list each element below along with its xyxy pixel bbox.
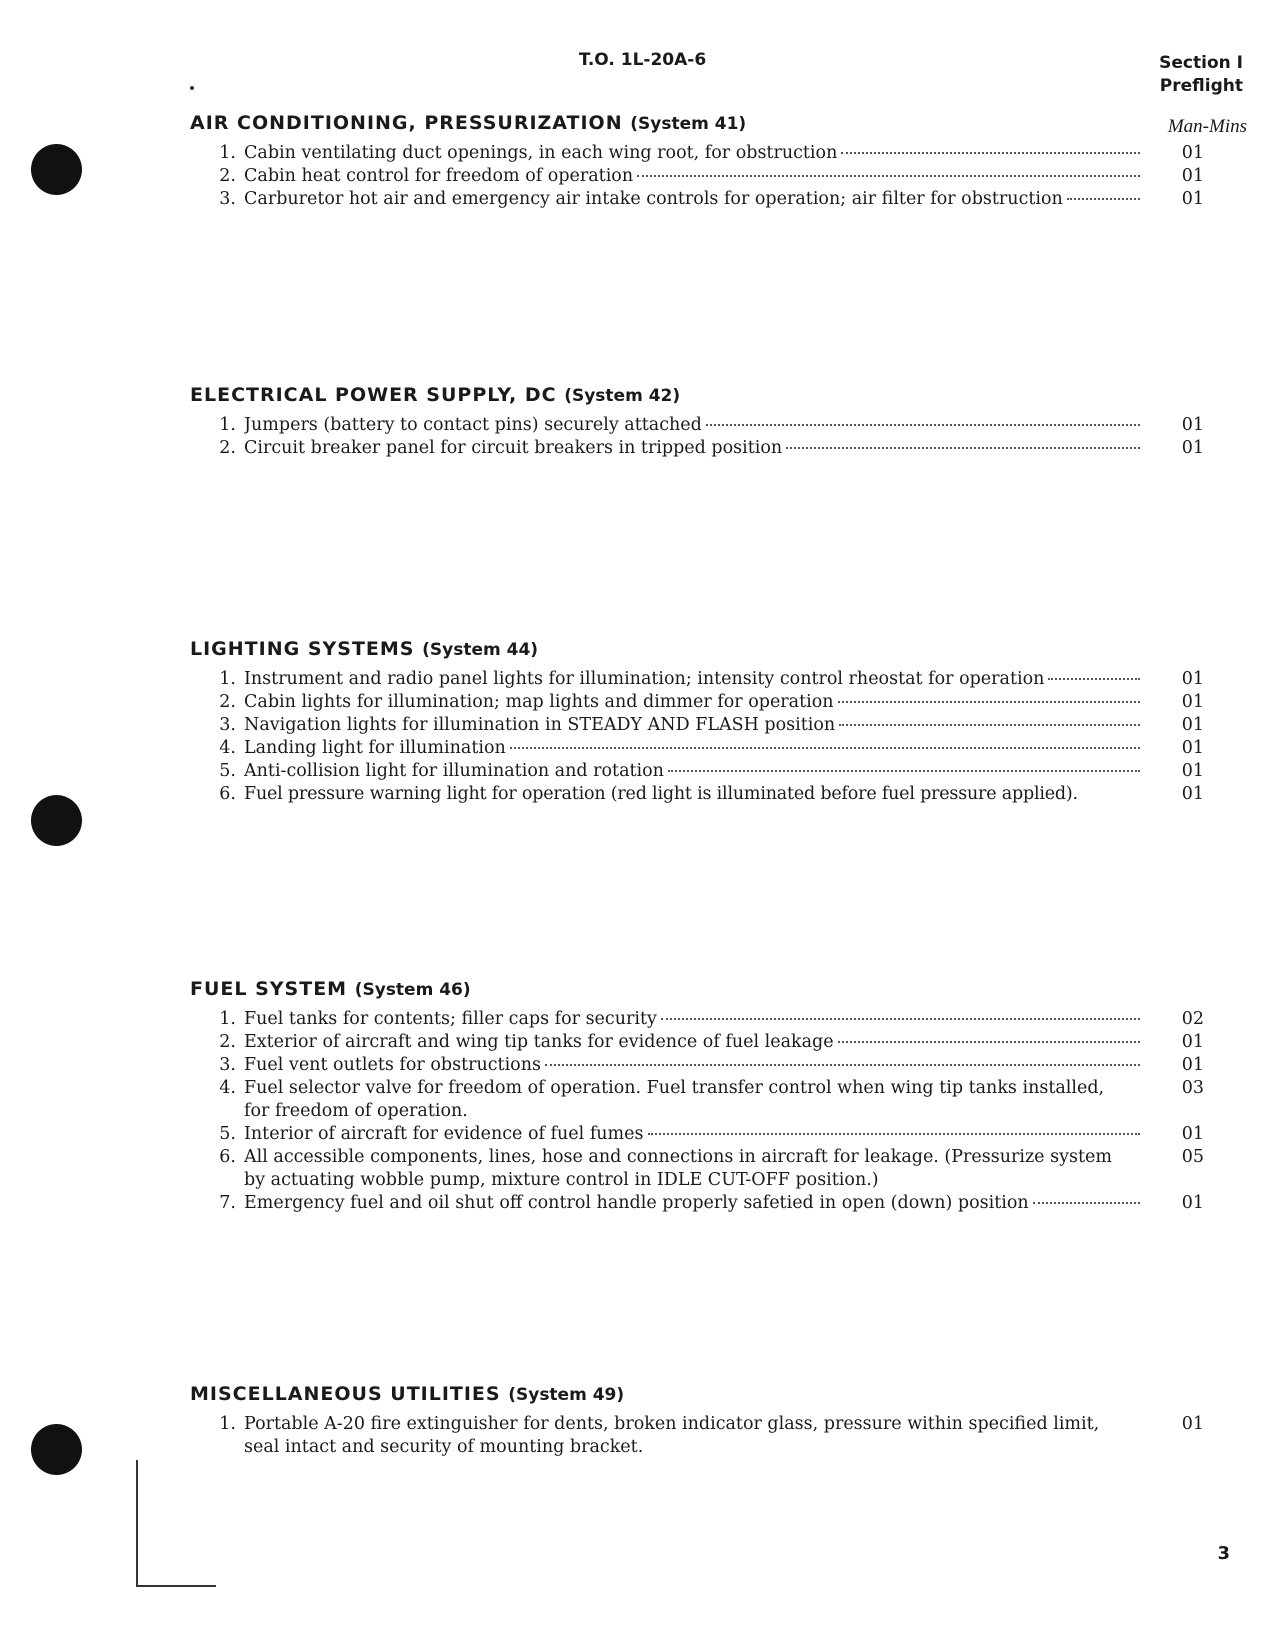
page-number: 3 xyxy=(1217,1543,1230,1564)
item-text: Landing light for illumination xyxy=(244,738,506,758)
section-title-text: FUEL SYSTEM xyxy=(190,978,348,1000)
item-text: Fuel selector valve for freedom of operation. Fuel transfer control when wing tip tanks installed, for freedom of operation. xyxy=(244,1078,1105,1121)
man-mins-value: 01 xyxy=(1181,692,1204,712)
checklist-item xyxy=(190,691,1210,714)
man-mins-column-header: Man-Mins xyxy=(1167,116,1247,137)
section-title xyxy=(190,978,1210,1000)
checklist xyxy=(190,1008,1210,1215)
checklist-item xyxy=(190,414,1210,437)
checklist-item xyxy=(190,737,1210,760)
checklist-item xyxy=(190,142,1210,165)
section-electrical-power xyxy=(190,384,1210,460)
man-mins-value: 02 xyxy=(1181,1009,1204,1029)
section-title-text: ELECTRICAL POWER SUPPLY, DC xyxy=(190,384,557,406)
section-title-text: MISCELLANEOUS UTILITIES xyxy=(190,1383,501,1405)
item-text: Jumpers (battery to contact pins) securely attached xyxy=(244,415,702,435)
dot-leader xyxy=(1067,198,1140,200)
margin-rule-horizontal xyxy=(136,1585,216,1587)
item-number: 4. xyxy=(219,1078,236,1098)
dot-leader xyxy=(1048,678,1140,680)
man-mins-value: 01 xyxy=(1181,761,1204,781)
binder-hole xyxy=(31,144,82,195)
checklist-item xyxy=(190,714,1210,737)
item-number: 4. xyxy=(219,738,236,758)
man-mins-value: 01 xyxy=(1181,669,1204,689)
binder-hole xyxy=(31,1424,82,1475)
item-text: Fuel pressure warning light for operation (red light is illuminated before fuel pressure applied). xyxy=(244,784,1078,804)
item-text: Carburetor hot air and emergency air intake controls for operation; air filter for obstruction xyxy=(244,189,1063,209)
dot-leader xyxy=(648,1133,1141,1135)
item-text: Anti-collision light for illumination and rotation xyxy=(244,761,664,781)
checklist-item xyxy=(190,188,1210,211)
man-mins-value: 01 xyxy=(1181,1032,1204,1052)
dot-leader xyxy=(838,701,1140,703)
item-number: 6. xyxy=(219,784,236,804)
item-text: Exterior of aircraft and wing tip tanks for evidence of fuel leakage xyxy=(244,1032,834,1052)
section-fuel-system xyxy=(190,978,1210,1215)
dot-leader xyxy=(841,152,1140,154)
section-title-text: AIR CONDITIONING, PRESSURIZATION xyxy=(190,112,623,134)
item-number: 3. xyxy=(219,1055,236,1075)
item-number: 3. xyxy=(219,715,236,735)
item-number: 5. xyxy=(219,1124,236,1144)
dot-leader xyxy=(637,175,1140,177)
checklist-item xyxy=(190,760,1210,783)
man-mins-value: 03 xyxy=(1181,1078,1204,1098)
checklist xyxy=(190,668,1210,806)
item-text: Emergency fuel and oil shut off control handle properly safetied in open (down) position xyxy=(244,1193,1029,1213)
dot-leader xyxy=(1033,1202,1140,1204)
man-mins-value: 05 xyxy=(1181,1147,1204,1167)
item-text: Circuit breaker panel for circuit breakers in tripped position xyxy=(244,438,783,458)
item-number: 3. xyxy=(219,189,236,209)
checklist-item xyxy=(190,165,1210,188)
system-number: (System 49) xyxy=(508,1385,625,1405)
dot-leader xyxy=(786,447,1140,449)
item-number: 2. xyxy=(219,1032,236,1052)
item-number: 7. xyxy=(219,1193,236,1213)
item-number: 1. xyxy=(219,1414,236,1434)
item-number: 2. xyxy=(219,692,236,712)
man-mins-value: 01 xyxy=(1181,438,1204,458)
man-mins-value: 01 xyxy=(1181,143,1204,163)
system-number: (System 44) xyxy=(422,640,539,660)
item-number: 1. xyxy=(219,669,236,689)
man-mins-value: 01 xyxy=(1181,1055,1204,1075)
checklist-item xyxy=(190,1146,1210,1192)
section-header xyxy=(1159,52,1243,98)
margin-rule-vertical xyxy=(136,1460,138,1585)
checklist-item xyxy=(190,1031,1210,1054)
checklist-item xyxy=(190,437,1210,460)
subsection-label: Preflight xyxy=(1159,76,1243,96)
item-number: 1. xyxy=(219,143,236,163)
checklist-item xyxy=(190,1077,1210,1123)
dot-leader xyxy=(668,770,1140,772)
dot-leader xyxy=(839,724,1140,726)
section-title xyxy=(190,638,1210,660)
man-mins-value: 01 xyxy=(1181,166,1204,186)
item-number: 1. xyxy=(219,1009,236,1029)
checklist xyxy=(190,1413,1210,1459)
man-mins-value: 01 xyxy=(1181,1414,1204,1434)
item-text: Cabin lights for illumination; map lights and dimmer for operation xyxy=(244,692,834,712)
man-mins-value: 01 xyxy=(1181,1193,1204,1213)
section-title-text: LIGHTING SYSTEMS xyxy=(190,638,415,660)
dot-leader xyxy=(545,1064,1140,1066)
checklist-item xyxy=(190,1192,1210,1215)
system-number: (System 46) xyxy=(354,980,471,1000)
item-number: 2. xyxy=(219,438,236,458)
system-number: (System 41) xyxy=(630,114,747,134)
item-text: Portable A-20 fire extinguisher for dents, broken indicator glass, pressure within specified limit, seal intact and security of mounting bracket. xyxy=(244,1414,1100,1457)
technical-order-number: T.O. 1L-20A-6 xyxy=(578,50,707,70)
section-label: Section I xyxy=(1159,53,1243,73)
dot-leader xyxy=(510,747,1140,749)
item-text: Cabin ventilating duct openings, in each wing root, for obstruction xyxy=(244,143,838,163)
checklist xyxy=(190,142,1210,211)
section-title xyxy=(190,112,1210,134)
man-mins-value: 01 xyxy=(1181,738,1204,758)
section-air-conditioning xyxy=(190,112,1210,211)
checklist-item xyxy=(190,783,1210,806)
binder-hole xyxy=(31,795,82,846)
dot-leader xyxy=(661,1018,1140,1020)
item-text: Instrument and radio panel lights for illumination; intensity control rheostat for operation xyxy=(244,669,1045,689)
item-number: 6. xyxy=(219,1147,236,1167)
item-text: Navigation lights for illumination in STEADY AND FLASH position xyxy=(244,715,836,735)
item-text: Cabin heat control for freedom of operation xyxy=(244,166,634,186)
man-mins-value: 01 xyxy=(1181,415,1204,435)
item-text: All accessible components, lines, hose and connections in aircraft for leakage. (Pressurize system by actuating wobble pump, mixture control in IDLE CUT-OFF position.) xyxy=(244,1147,1112,1190)
item-number: 1. xyxy=(219,415,236,435)
dot-leader xyxy=(706,424,1140,426)
man-mins-value: 01 xyxy=(1181,784,1204,804)
man-mins-value: 01 xyxy=(1181,715,1204,735)
checklist-item xyxy=(190,1008,1210,1031)
item-number: 5. xyxy=(219,761,236,781)
man-mins-value: 01 xyxy=(1181,189,1204,209)
section-miscellaneous-utilities xyxy=(190,1383,1210,1459)
man-mins-value: 01 xyxy=(1181,1124,1204,1144)
speck-mark xyxy=(190,86,194,90)
item-number: 2. xyxy=(219,166,236,186)
section-lighting-systems xyxy=(190,638,1210,806)
section-title xyxy=(190,384,1210,406)
checklist-item xyxy=(190,1413,1210,1459)
checklist xyxy=(190,414,1210,460)
item-text: Fuel vent outlets for obstructions xyxy=(244,1055,541,1075)
section-title xyxy=(190,1383,1210,1405)
checklist-item xyxy=(190,1054,1210,1077)
checklist-item xyxy=(190,1123,1210,1146)
dot-leader xyxy=(838,1041,1140,1043)
system-number: (System 42) xyxy=(564,386,681,406)
checklist-item xyxy=(190,668,1210,691)
item-text: Interior of aircraft for evidence of fuel fumes xyxy=(244,1124,644,1144)
item-text: Fuel tanks for contents; filler caps for security xyxy=(244,1009,657,1029)
